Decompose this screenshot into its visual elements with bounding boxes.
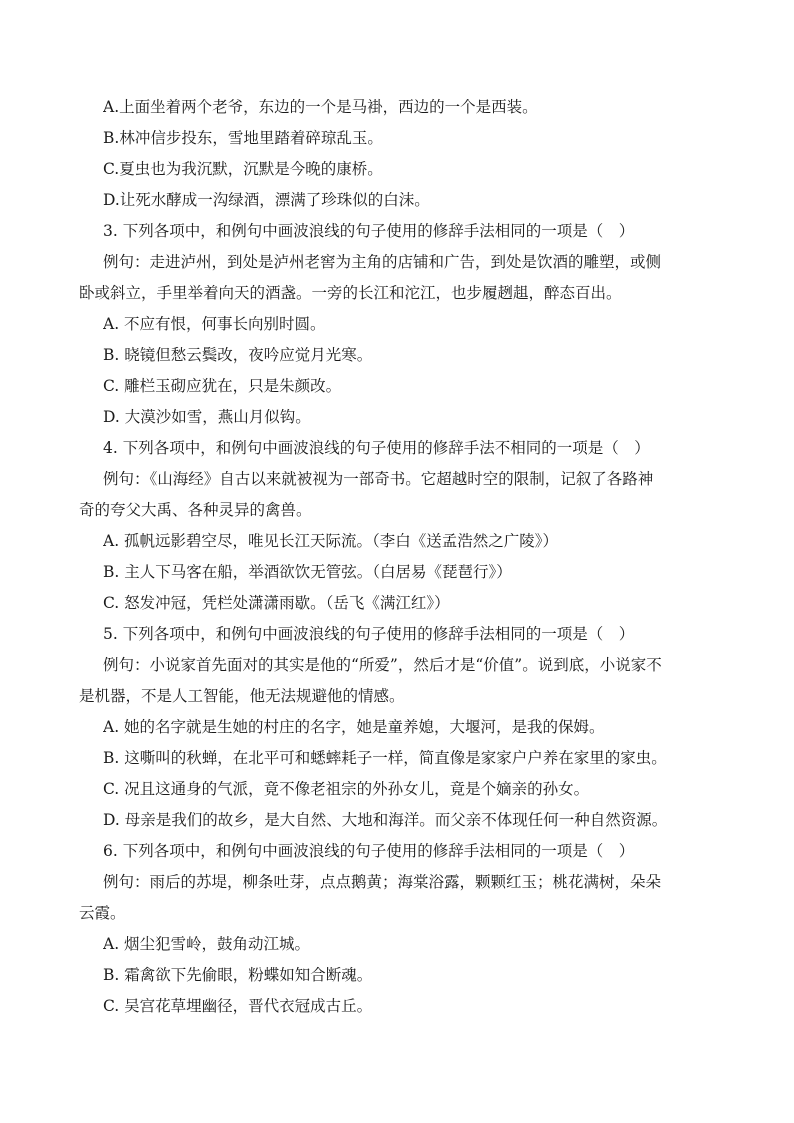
option-line: C. 雕栏玉砌应犹在，只是朱颜改。 [103,377,342,395]
option-line: D. 母亲是我们的故乡，是大自然、大地和海洋。而父亲不体现任何一种自然资源。 [103,811,668,829]
option-line: C.夏虫也为我沉默，沉默是今晚的康桥。 [103,160,383,178]
document-page [79,92,728,1022]
question-line: 3. 下列各项中，和例句中画波浪线的句子使用的修辞手法相同的一项是（ ） [103,222,635,240]
question-line: 6. 下列各项中，和例句中画波浪线的句子使用的修辞手法相同的一项是（ ） [103,842,635,860]
option-line: D. 大漠沙如雪，燕山月似钩。 [103,408,311,426]
question-line: 4. 下列各项中，和例句中画波浪线的句子使用的修辞手法不相同的一项是（ ） [103,439,650,457]
example-line: 例句：小说家首先面对的其实是他的“所爱”，然后才是“价值”。说到底，小说家不 [103,656,662,674]
option-line: C. 况且这通身的气派，竟不像老祖宗的外孙女儿，竟是个嫡亲的孙女。 [103,780,590,798]
option-line: A. 烟尘犯雪岭，鼓角动江城。 [103,935,311,953]
option-line: A. 不应有恨，何事长向别时圆。 [103,315,326,333]
option-line: D.让死水酵成一沟绿酒，漂满了珍珠似的白沫。 [103,191,430,209]
question-line: 5. 下列各项中，和例句中画波浪线的句子使用的修辞手法相同的一项是（ ） [103,625,635,643]
example-line: 例句：雨后的苏堤，柳条吐芽，点点鹅黄；海棠浴露，颗颗红玉；桃花满树，朵朵 [103,873,662,891]
option-line: B.林冲信步投东，雪地里踏着碎琼乱玉。 [103,129,383,147]
option-line: B. 这嘶叫的秋蝉，在北平可和蟋蟀耗子一样，简直像是家家户户养在家里的家虫。 [103,749,667,767]
option-line: A. 孤帆远影碧空尽，唯见长江天际流。（李白《送孟浩然之广陵》） [103,532,559,550]
example-line: 例句：《山海经》自古以来就被视为一部奇书。它超越时空的限制，记叙了各路神 [103,470,654,488]
option-line: B. 霜禽欲下先偷眼，粉蝶如知合断魂。 [103,966,373,984]
example-continuation-line: 是机器，不是人工智能，他无法规避他的情感。 [79,687,405,705]
example-line: 例句：走进泸州，到处是泸州老窖为主角的店铺和广告，到处是饮酒的雕塑，或侧 [103,253,662,271]
option-line: C. 怒发冲冠，凭栏处潇潇雨歇。（岳飞《满江红》） [103,594,450,612]
option-line: B. 晓镜但愁云鬓改，夜吟应觉月光寒。 [103,346,373,364]
example-continuation-line: 云霞。 [79,904,126,922]
option-line: A.上面坐着两个老爷，东边的一个是马褂，西边的一个是西装。 [103,98,538,116]
option-line: C. 吴宫花草埋幽径，晋代衣冠成古丘。 [103,997,373,1015]
example-continuation-line: 奇的夸父大禹、各种灵异的禽兽。 [79,501,312,519]
option-line: B. 主人下马客在船，举酒欲饮无管弦。（白居易《琵琶行》） [103,563,512,581]
option-line: A. 她的名字就是生她的村庄的名字，她是童养媳，大堰河，是我的保姆。 [103,718,605,736]
example-continuation-line: 卧或斜立，手里举着向天的酒盏。一旁的长江和沱江，也步履趔趄，醉态百出。 [79,284,622,302]
